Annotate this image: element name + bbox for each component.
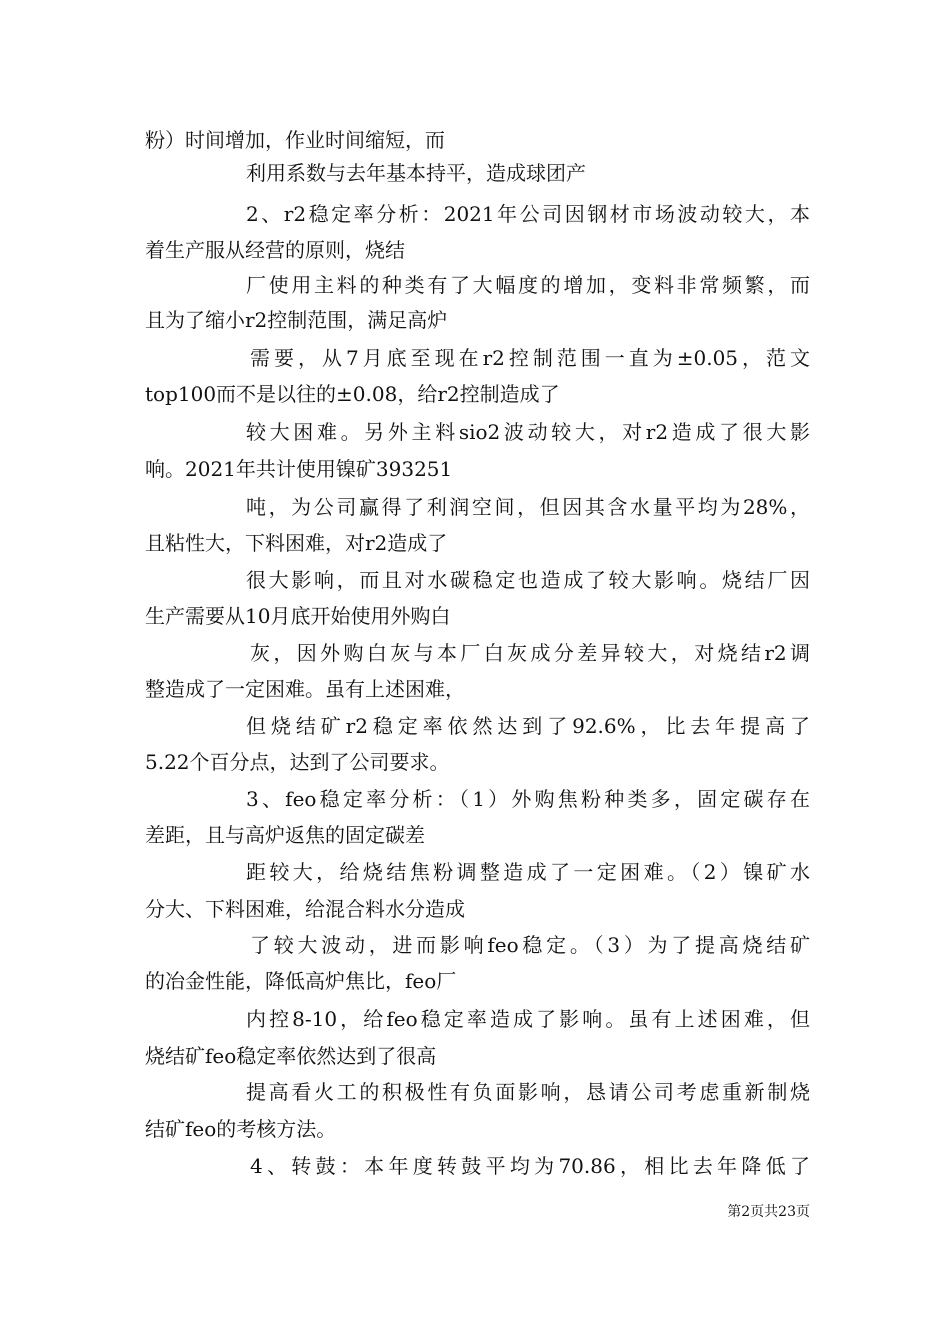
text-line: 结矿feo的考核方法。	[145, 1117, 337, 1141]
text-line: 生产需要从10月底开始使用外购白	[145, 604, 451, 628]
text-line: 灰，因外购白灰与本厂白灰成分差异较大，对烧结r2调	[250, 641, 810, 665]
text-line: 4、转鼓：本年度转鼓平均为70.86，相比去年降低了	[250, 1154, 810, 1178]
text-line: 且为了缩小r2控制范围，满足高炉	[145, 308, 448, 332]
text-line: 烧结矿feo稳定率依然达到了很高	[145, 1044, 437, 1068]
page-number-footer: 第2页共23页	[727, 1204, 810, 1220]
text-line: 了较大波动，进而影响feo稳定。（3）为了提高烧结矿	[250, 933, 810, 957]
text-line: 响。2021年共计使用镍矿393251	[145, 457, 453, 481]
text-line: 且粘性大，下料困难，对r2造成了	[145, 531, 448, 555]
text-line: 差距，且与高炉返焦的固定碳差	[145, 823, 425, 847]
text-line: 很大影响，而且对水碳稳定也造成了较大影响。烧结厂因	[246, 568, 810, 592]
text-line: 但烧结矿r2稳定率依然达到了92.6%，比去年提高了	[246, 714, 810, 738]
text-line: 5.22个百分点，达到了公司要求。	[145, 750, 450, 774]
text-line: 2、r2稳定率分析：2021年公司因钢材市场波动较大，本	[246, 202, 810, 226]
text-line: 着生产服从经营的原则，烧结	[145, 238, 405, 262]
text-line: 厂使用主料的种类有了大幅度的增加，变料非常频繁，而	[246, 273, 810, 297]
text-line: 距较大，给烧结焦粉调整造成了一定困难。（2）镍矿水	[246, 860, 810, 884]
text-line: 内控8-10，给feo稳定率造成了影响。虽有上述困难，但	[246, 1007, 810, 1031]
text-line: 分大、下料困难，给混合料水分造成	[145, 897, 465, 921]
text-line: 粉）时间增加，作业时间缩短，而	[145, 128, 445, 152]
text-line: 较大困难。另外主料sio2波动较大，对r2造成了很大影	[246, 420, 810, 444]
text-line: 的冶金性能，降低高炉焦比，feo厂	[145, 969, 457, 993]
text-line: 需要，从7月底至现在r2控制范围一直为±0.05，范文	[250, 346, 810, 370]
text-line: 3、feo稳定率分析：（1）外购焦粉种类多，固定碳存在	[246, 787, 810, 811]
text-line: 利用系数与去年基本持平，造成球团产	[246, 161, 586, 185]
text-line: 吨，为公司赢得了利润空间，但因其含水量平均为28%，	[246, 495, 810, 519]
text-line: 提高看火工的积极性有负面影响，恳请公司考虑重新制烧	[246, 1080, 810, 1104]
text-line: top100而不是以往的±0.08，给r2控制造成了	[145, 382, 560, 406]
text-line: 整造成了一定困难。虽有上述困难，	[145, 677, 465, 701]
